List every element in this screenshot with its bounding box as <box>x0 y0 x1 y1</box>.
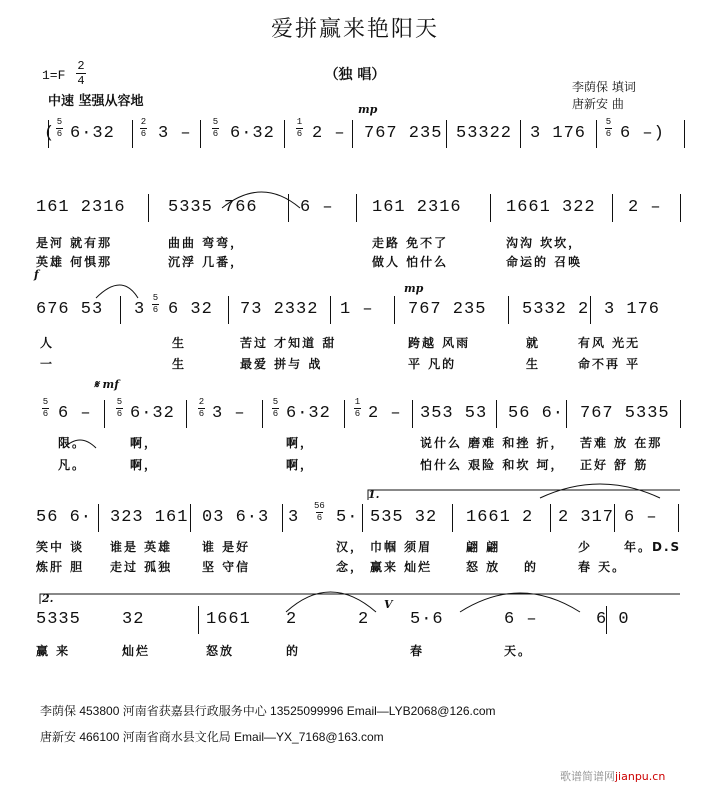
note-group: 5335 766 <box>168 198 258 217</box>
lyric-text: 生 <box>172 336 187 350</box>
contact-lyricist: 李荫保 453800 河南省获嘉县行政服务中心 13525099996 Email—LYB2068@126.com <box>40 704 496 718</box>
lyric-text: 正好 舒 筋 <box>580 458 649 472</box>
note-group: 161 2316 <box>36 198 126 217</box>
lyric-text: 限。 <box>58 436 87 450</box>
lyric-text: 人 <box>40 336 55 350</box>
lyric-text: 凡。 <box>58 458 87 472</box>
meter-change-top: 2 <box>198 397 205 407</box>
note-group: 1661 2 <box>466 508 534 527</box>
lyric-text: 一 <box>40 357 55 371</box>
note-group: 6 – <box>624 508 658 527</box>
breath-mark: V <box>384 598 393 611</box>
note-group: 6·32 <box>70 124 115 143</box>
lyric-text: 沉浮 几番， <box>168 255 245 269</box>
note-group: 5332 2 <box>522 300 590 319</box>
meter-bottom: 4 <box>77 74 85 88</box>
note-group: 2 – <box>368 404 402 423</box>
meter-change-bottom: 6 <box>140 129 147 139</box>
lyric-text: 曲曲 弯弯， <box>168 236 245 250</box>
volta-1: 1. <box>368 488 380 501</box>
note-group: 5·6 <box>410 610 444 629</box>
lyric-text: 啊， <box>130 458 159 472</box>
meter-change-top: 2 <box>140 117 147 127</box>
note-group: 323 161 <box>110 508 189 527</box>
note-group: 73 2332 <box>240 300 319 319</box>
dynamic-mp: mp <box>358 103 378 116</box>
meter-change-bottom: 6 <box>198 409 205 419</box>
note-group: 2 – <box>312 124 346 143</box>
note-group: 1661 322 <box>506 198 596 217</box>
lyric-text: 命运的 召唤 <box>506 255 583 269</box>
meter-change-top: 5 <box>152 293 159 303</box>
volta-2: 2. <box>42 592 54 605</box>
lyric-text: 赢 来 <box>36 644 71 658</box>
lyric-text: 春 天。 <box>578 560 627 574</box>
meter-change-bottom: 6 <box>272 409 279 419</box>
meter-change-top: 56 <box>314 501 325 511</box>
lyric-text: 念， <box>336 560 365 574</box>
lyric-text: 怒 放 <box>466 560 501 574</box>
lyric-text: 年。D.S <box>624 540 682 554</box>
lyric-text: 有风 光无 <box>578 336 641 350</box>
meter-change-top: 5 <box>605 117 612 127</box>
note-group: 535 32 <box>370 508 438 527</box>
lyric-text: 春 <box>410 644 425 658</box>
performance-form: （独 唱） <box>324 67 386 83</box>
note-group: 5335 <box>36 610 81 629</box>
lyric-text: 啊， <box>286 436 315 450</box>
meter-change-top: 1 <box>296 117 303 127</box>
lyric-text: 做人 怕什么 <box>372 255 449 269</box>
key-signature: 1=F <box>42 68 66 83</box>
lyric-text: 生 <box>526 357 541 371</box>
note-group: 3 – <box>212 404 246 423</box>
note-group: 6·32 <box>130 404 175 423</box>
meter-change-bottom: 6 <box>56 129 63 139</box>
meter-change-bottom: 6 <box>296 129 303 139</box>
lyric-text: 巾帼 须眉 <box>370 540 433 554</box>
note-group: ( <box>44 124 56 143</box>
note-group: 2 <box>286 610 298 629</box>
meter-change-top: 5 <box>116 397 123 407</box>
lyric-text: 谁是 英雄 <box>110 540 173 554</box>
note-group: 56 6· <box>36 508 93 527</box>
lyric-text: 就 <box>526 336 541 350</box>
note-group: 353 53 <box>420 404 488 423</box>
watermark-prefix: 歌谱简谱网 <box>560 770 615 783</box>
note-group: 3 <box>134 300 146 319</box>
lyric-text: 翩 翩 <box>466 540 501 554</box>
lyric-text: 怒放 <box>206 644 235 658</box>
lyric-text: 沟沟 坎坎， <box>506 236 583 250</box>
note-group: 6 32 <box>168 300 213 319</box>
note-group: 6 – <box>58 404 92 423</box>
lyric-text: 啊， <box>130 436 159 450</box>
tempo-marking: 中速 坚强从容地 <box>48 94 144 109</box>
lyric-text: 生 <box>172 357 187 371</box>
meter-change-top: 5 <box>42 397 49 407</box>
lyric-text: 平 凡的 <box>408 357 457 371</box>
note-group: 676 53 <box>36 300 104 319</box>
note-group: 3 <box>288 508 300 527</box>
lyricist-credit: 李荫保 填词 <box>572 80 636 94</box>
lyric-text: 赢来 灿烂 <box>370 560 433 574</box>
lyric-text: 啊， <box>286 458 315 472</box>
composer-credit: 唐新安 曲 <box>572 97 624 111</box>
note-group: 03 6·3 <box>202 508 270 527</box>
meter-change-bottom: 6 <box>116 409 123 419</box>
note-group: 767 5335 <box>580 404 670 423</box>
meter-change-bottom: 6 <box>42 409 49 419</box>
lyric-text: 谁 是好 <box>202 540 251 554</box>
lyric-text: 苦过 才知道 甜 <box>240 336 337 350</box>
note-group: 6 – <box>300 198 334 217</box>
note-group: 2 – <box>628 198 662 217</box>
lyric-text: 命不再 平 <box>578 357 641 371</box>
lyric-text: 走过 孤独 <box>110 560 173 574</box>
lyric-text: 灿烂 <box>122 644 151 658</box>
note-group: 6 –) <box>620 124 665 143</box>
note-group: 2 317 <box>558 508 615 527</box>
segno-mf: 𝄋 mf <box>94 378 119 391</box>
lyric-text: 天。 <box>504 644 533 658</box>
note-group: 53322 <box>456 124 513 143</box>
meter-change-bottom: 6 <box>354 409 361 419</box>
lyric-text: 的 <box>524 560 539 574</box>
meter-change-top: 5 <box>272 397 279 407</box>
dynamic-f: f <box>34 268 39 281</box>
lyric-text: 英雄 何惧那 <box>36 255 113 269</box>
lyric-text: 最爱 拼与 战 <box>240 357 323 371</box>
lyric-text: 走路 免不了 <box>372 236 449 250</box>
lyric-text: 炼肝 胆 <box>36 560 85 574</box>
meter-change-top: 1 <box>354 397 361 407</box>
lyric-text: 坚 守信 <box>202 560 251 574</box>
note-group: 3 – <box>158 124 192 143</box>
meter-change-bottom: 6 <box>316 513 323 523</box>
lyric-text: 是河 就有那 <box>36 236 113 250</box>
lyric-text: 怕什么 艰险 和坎 坷， <box>420 458 565 472</box>
contact-composer: 唐新安 466100 河南省商水县文化局 Email—YX_7168@163.com <box>40 730 384 744</box>
page-title: 爱拼赢来艳阳天 <box>270 17 439 42</box>
meter-change-bottom: 6 <box>212 129 219 139</box>
lyric-text: 说什么 磨难 和挫 折， <box>420 436 565 450</box>
lyric-text: 的 <box>286 644 301 658</box>
note-group: 56 6· <box>508 404 565 423</box>
note-group: 6·32 <box>286 404 331 423</box>
meter-change-top: 5 <box>212 117 219 127</box>
watermark-site: jianpu.cn <box>615 770 666 783</box>
dynamic-mp-2: mp <box>404 282 424 295</box>
meter-top: 2 <box>77 59 85 73</box>
note-group: 5· <box>336 508 359 527</box>
note-group: 2 <box>358 610 370 629</box>
note-group: 161 2316 <box>372 198 462 217</box>
lyric-text: 笑中 谈 <box>36 540 85 554</box>
note-group: 32 <box>122 610 145 629</box>
lyric-text: 少 <box>578 540 593 554</box>
note-group: 1661 <box>206 610 251 629</box>
meter-change-bottom: 6 <box>152 305 159 315</box>
note-group: 767 235 <box>408 300 487 319</box>
meter-change-top: 5 <box>56 117 63 127</box>
note-group: 6·32 <box>230 124 275 143</box>
lyric-text: 苦难 放 在那 <box>580 436 663 450</box>
note-group: 6 – <box>504 610 538 629</box>
meter-change-bottom: 6 <box>605 129 612 139</box>
lyric-text: 汉， <box>336 540 365 554</box>
note-group: 6 0 <box>596 610 630 629</box>
note-group: 3 176 <box>530 124 587 143</box>
note-group: 767 235 <box>364 124 443 143</box>
lyric-text: 跨越 风雨 <box>408 336 471 350</box>
note-group: 3 176 <box>604 300 661 319</box>
watermark <box>560 768 665 784</box>
note-group: 1 – <box>340 300 374 319</box>
